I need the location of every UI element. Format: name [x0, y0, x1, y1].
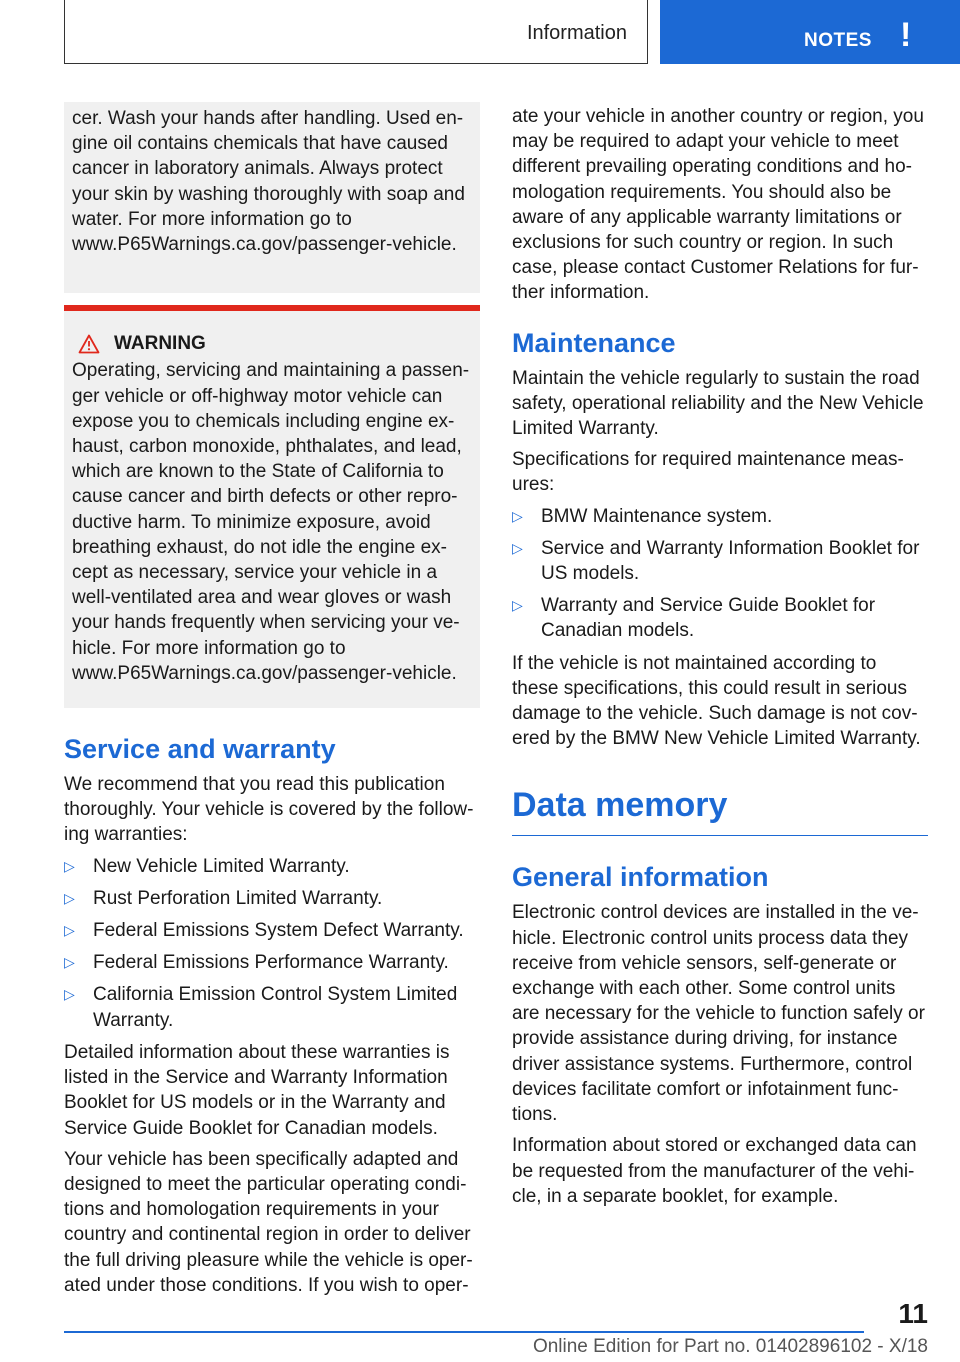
maintenance-list: [512, 504, 928, 644]
triangle-bullet-icon: ▷: [64, 922, 75, 939]
page-number: 11: [898, 1298, 928, 1329]
header-section-title: Information: [526, 22, 627, 44]
prop65-notice-text: cer. Wash your hands after handling. Used en-gine oil contains chemicals that have caused cancer in laboratory animals. Always protect your skin by washing thoroughly with soap and water. For more information go to www.P65Warnings.ca.gov/passenger-vehicle.: [72, 108, 465, 256]
warning-triangle-icon: [78, 334, 100, 354]
data-memory-heading: Data memory: [512, 781, 928, 836]
triangle-bullet-icon: ▷: [64, 857, 75, 874]
list-item: ▷ Rust Perforation Limited Warranty.: [64, 886, 480, 911]
list-item: ▷ Federal Emissions Performance Warranty.: [64, 950, 480, 975]
triangle-bullet-icon: ▷: [64, 889, 75, 906]
triangle-bullet-icon: ▷: [512, 539, 523, 556]
triangle-bullet-icon: ▷: [512, 507, 523, 524]
exclamation-icon: !: [900, 16, 912, 54]
service-intro: We recommend that you read this publication thoroughly. Your vehicle is covered by the follow-ing warranties:: [64, 774, 474, 846]
list-item: ▷ Warranty and Service Guide Booklet for Canadian models.: [512, 595, 876, 642]
adapted-vehicle-text: Your vehicle has been specifically adapted and designed to meet the particular operating condi-tions and homologation requirements in your country and continental region in order to deliver the full driving pleasure while the vehicle is oper-ated under those conditions. If you wish to oper-: [64, 1148, 473, 1296]
warning-box: [64, 305, 480, 708]
triangle-bullet-icon: ▷: [512, 597, 523, 614]
footer-edition-text: Online Edition for Part no. 01402896102 - X/18: [532, 1336, 928, 1357]
footer-divider: [64, 1331, 864, 1333]
list-item: ▷ New Vehicle Limited Warranty.: [64, 854, 480, 879]
list-item: ▷ Federal Emissions System Defect Warranty.: [64, 918, 480, 943]
triangle-bullet-icon: ▷: [64, 954, 75, 971]
header-section-tab: [64, 0, 648, 64]
prop65-notice-box: [64, 102, 480, 293]
continued-text: ate your vehicle in another country or region, you may be required to adapt your vehicle to meet different prevailing operating conditions and ho-mologation requirements. You should also be aware of any applicable warranty limitations or exclusions for such country or region. In such case, please contact Customer Relations for fur-ther information.: [512, 106, 924, 304]
general-information-text-2: Information about stored or exchanged data can be requested from the manufacturer of the vehi-cle, in a separate booklet, for example.: [512, 1135, 917, 1207]
list-item: ▷ Service and Warranty Information Booklet for US models.: [512, 537, 920, 585]
warning-text: Operating, servicing and maintaining a passen-ger vehicle or off-highway motor vehicle can expose you to chemicals including engine ex-haust, carbon monoxide, phthalates, and lead, which are known to the State of California to cause cancer and birth defects or other repro-ductive harm. To minimize exposure, avoid breathing exhaust, do not idle the engine ex-cept as necessary, service your vehicle in a well-ventilated area and wear gloves or wash your hands frequently when servicing your ve-hicle. For more information go to www.P65Warnings.ca.gov/passenger-vehicle.: [72, 360, 470, 684]
specifications-intro: Specifications for required maintenance meas-ures:: [512, 449, 904, 496]
left-column: [64, 102, 480, 1304]
right-column: [512, 104, 928, 1215]
general-information-text-1: Electronic control devices are installed in the ve-hicle. Electronic control units process data they receive from vehicle sensors, self-generate or exchange with each other. Some control units are necessary for the vehicle to function safely or provide assistance during driving, for instance driver assistance systems. Furthermore, control devices facilitate comfort or infotainment func-tions.: [512, 902, 925, 1126]
maintenance-intro: Maintain the vehicle regularly to sustain the road safety, operational reliability and the New Vehicle Limited Warranty.: [512, 367, 924, 440]
warning-title: WARNING: [114, 333, 206, 355]
warranty-list: [64, 854, 480, 1033]
not-maintained-text: If the vehicle is not maintained according to these specifications, this could result in serious damage to the vehicle. Such damage is not cov-ered by the BMW New Vehicle Limited Warranty.: [512, 652, 921, 750]
list-item: ▷ BMW Maintenance system.: [512, 504, 928, 529]
maintenance-heading: Maintenance: [512, 327, 676, 358]
general-information-heading: General information: [512, 862, 769, 893]
service-warranty-heading: Service and warranty: [64, 734, 336, 765]
header-notes-label: NOTES: [804, 30, 872, 51]
warranty-details-text: Detailed information about these warranties is listed in the Service and Warranty Information Booklet for US models or in the Warranty and Service Guide Booklet for Canadian models.: [64, 1041, 450, 1139]
warning-header: [72, 331, 472, 356]
header-notes-tab: [660, 0, 960, 64]
list-item: ▷ California Emission Control System Limited Warranty.: [64, 984, 458, 1031]
triangle-bullet-icon: ▷: [64, 986, 75, 1003]
